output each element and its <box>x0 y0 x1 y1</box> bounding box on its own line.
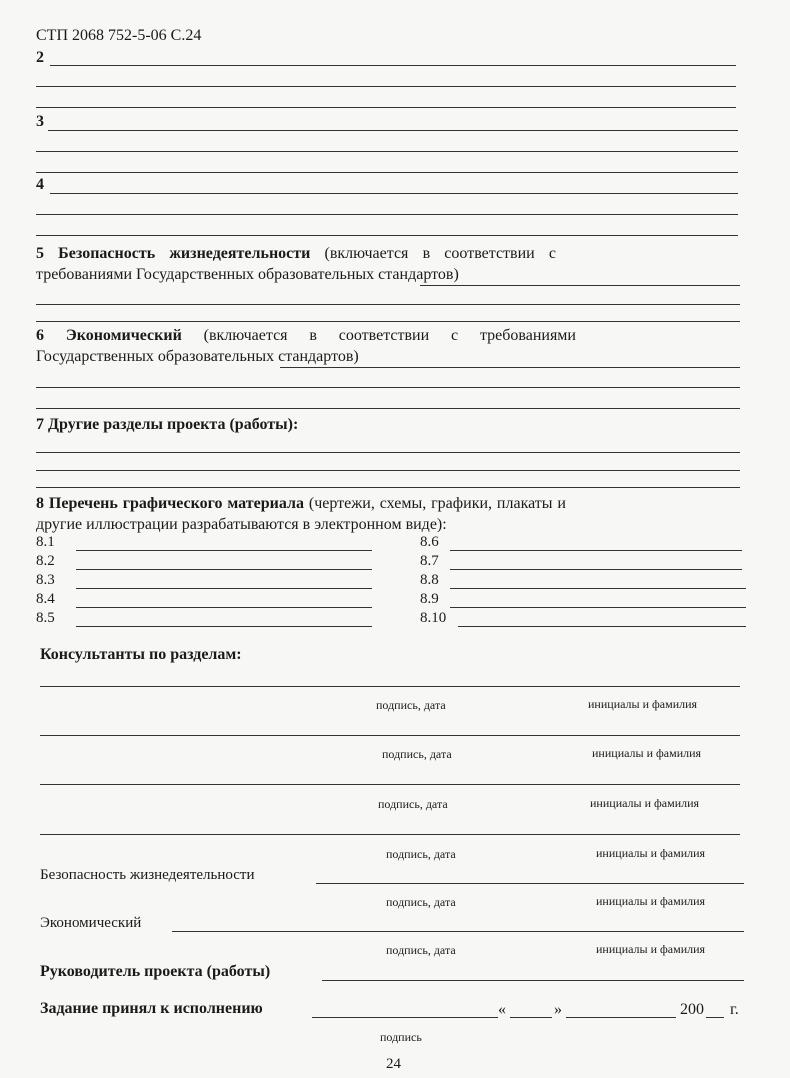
fill-line[interactable] <box>36 304 740 305</box>
econ-consultant-line[interactable] <box>172 931 744 932</box>
graphics-item-line[interactable] <box>450 550 742 551</box>
fill-line[interactable] <box>50 65 736 66</box>
section-7-title: 7 Другие разделы проекта (работы): <box>36 416 299 433</box>
fill-line[interactable] <box>36 172 738 173</box>
consultants-title: Консультанты по разделам: <box>40 646 242 663</box>
section-5-note: (включается в соответствии с требованиями Государственных образовательных стандартов) <box>36 245 556 283</box>
bzh-consultant-label: Безопасность жизнедеятельности <box>40 867 255 883</box>
signature-date-label: подпись, дата <box>386 895 456 909</box>
signature-date-label: подпись, дата <box>382 747 452 761</box>
graphics-item-label: 8.2 <box>36 553 55 569</box>
accepted-label: Задание принял к исполнению <box>40 1000 263 1017</box>
close-quote: » <box>554 1001 562 1018</box>
econ-consultant-label: Экономический <box>40 915 142 931</box>
graphics-item-line[interactable] <box>76 569 372 570</box>
accepted-signature-label: подпись <box>380 1030 422 1044</box>
name-label: инициалы и фамилия <box>596 894 706 908</box>
fill-line[interactable] <box>36 321 740 322</box>
name-label: инициалы и фамилия <box>596 846 706 860</box>
graphics-item-line[interactable] <box>76 550 372 551</box>
graphics-item-line[interactable] <box>450 607 746 608</box>
graphics-item-line[interactable] <box>76 626 372 627</box>
page-number: 24 <box>386 1056 401 1072</box>
fill-line[interactable] <box>36 151 738 152</box>
accepted-day-line[interactable] <box>510 1017 552 1018</box>
fill-line[interactable] <box>420 285 740 286</box>
section-5-title: 5 Безопасность жизнедеятельности <box>36 245 311 262</box>
graphics-item-label: 8.3 <box>36 572 55 588</box>
supervisor-line[interactable] <box>322 980 744 981</box>
fill-line[interactable] <box>36 487 740 488</box>
consultant-line[interactable] <box>40 686 740 687</box>
graphics-item-line[interactable] <box>458 626 746 627</box>
graphics-item-line[interactable] <box>76 607 372 608</box>
section-8-text <box>36 493 566 535</box>
graphics-item-label: 8.10 <box>420 610 447 626</box>
graphics-item-label: 8.5 <box>36 610 55 626</box>
accepted-signature-line[interactable] <box>312 1017 498 1018</box>
fill-line[interactable] <box>48 130 738 131</box>
fill-line[interactable] <box>36 470 740 471</box>
section-5-text <box>36 243 556 285</box>
section-8-title: 8 Перечень графического материала <box>36 495 304 512</box>
signature-date-label: подпись, дата <box>376 698 446 712</box>
name-label: инициалы и фамилия <box>588 697 698 711</box>
item-number-3: 3 <box>36 113 44 130</box>
accepted-year-line[interactable] <box>706 1017 724 1018</box>
graphics-item-label: 8.6 <box>420 534 439 550</box>
consultant-line[interactable] <box>40 784 740 785</box>
graphics-item-line[interactable] <box>76 588 372 589</box>
consultant-line[interactable] <box>40 834 740 835</box>
fill-line[interactable] <box>36 107 736 108</box>
graphics-item-label: 8.4 <box>36 591 55 607</box>
signature-date-label: подпись, дата <box>378 797 448 811</box>
section-6-note: (включается в соответствии с требованиями Государственных образовательных стандартов) <box>36 327 576 365</box>
graphics-item-label: 8.8 <box>420 572 439 588</box>
fill-line[interactable] <box>36 235 738 236</box>
section-8-note: (чертежи, схемы, графики, плакаты и другие иллюстрации разрабатываются в электронном виде): <box>36 495 566 533</box>
name-label: инициалы и фамилия <box>590 796 700 810</box>
graphics-item-label: 8.9 <box>420 591 439 607</box>
signature-date-label: подпись, дата <box>386 943 456 957</box>
name-label: инициалы и фамилия <box>592 746 702 760</box>
section-6-text <box>36 325 576 367</box>
fill-line[interactable] <box>36 214 738 215</box>
graphics-item-line[interactable] <box>450 569 742 570</box>
accepted-year-suffix: г. <box>730 1001 739 1018</box>
accepted-month-line[interactable] <box>566 1017 676 1018</box>
fill-line[interactable] <box>36 387 740 388</box>
name-label: инициалы и фамилия <box>596 942 706 956</box>
accepted-year: 200 <box>680 1001 704 1018</box>
graphics-item-label: 8.7 <box>420 553 439 569</box>
open-quote: « <box>498 1001 506 1018</box>
item-number-4: 4 <box>36 176 44 193</box>
page-header: СТП 2068 752-5-06 С.24 <box>36 27 202 44</box>
consultant-line[interactable] <box>40 735 740 736</box>
fill-line[interactable] <box>36 452 740 453</box>
graphics-item-line[interactable] <box>450 588 746 589</box>
signature-date-label: подпись, дата <box>386 847 456 861</box>
fill-line[interactable] <box>50 193 738 194</box>
bzh-consultant-line[interactable] <box>316 883 744 884</box>
fill-line[interactable] <box>36 86 736 87</box>
fill-line[interactable] <box>36 408 740 409</box>
fill-line[interactable] <box>280 367 740 368</box>
supervisor-label: Руководитель проекта (работы) <box>40 963 271 980</box>
graphics-item-label: 8.1 <box>36 534 55 550</box>
item-number-2: 2 <box>36 49 44 66</box>
section-6-title: 6 Экономический <box>36 327 182 344</box>
